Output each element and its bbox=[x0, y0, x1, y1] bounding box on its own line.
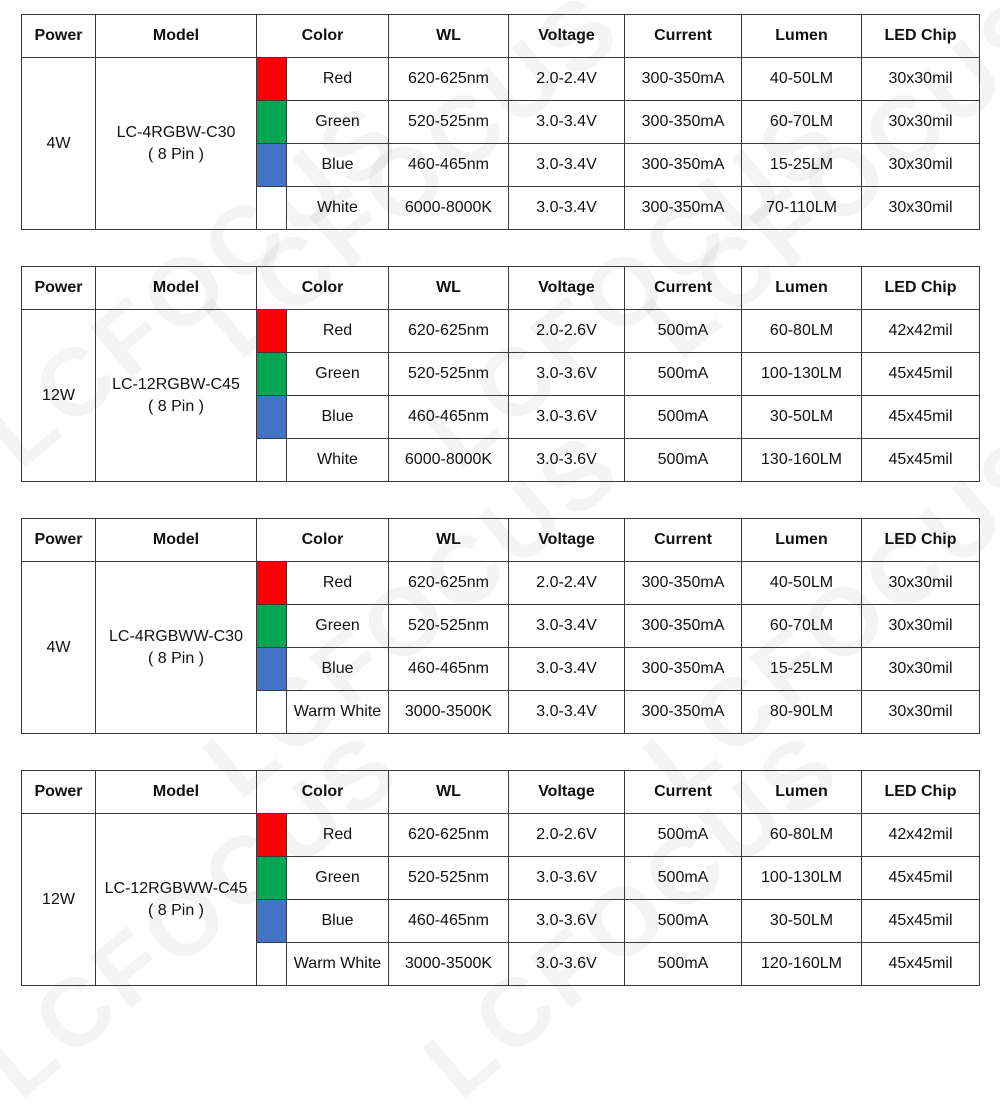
column-header: Model bbox=[96, 771, 257, 814]
model-cell bbox=[96, 58, 257, 230]
color-name-cell: White bbox=[287, 439, 389, 482]
column-header: Model bbox=[96, 267, 257, 310]
power-cell: 4W bbox=[22, 562, 96, 734]
model-pins: ( 8 Pin ) bbox=[147, 901, 204, 919]
led-chip-cell: 30x30mil bbox=[862, 605, 980, 648]
color-swatch bbox=[257, 605, 287, 648]
led-chip-cell: 30x30mil bbox=[862, 187, 980, 230]
lumen-cell: 60-70LM bbox=[742, 605, 862, 648]
led-chip-cell: 45x45mil bbox=[862, 857, 980, 900]
current-cell: 500mA bbox=[625, 943, 742, 986]
table-header-row bbox=[22, 771, 980, 814]
voltage-cell: 3.0-3.4V bbox=[509, 101, 625, 144]
wavelength-cell: 3000-3500K bbox=[389, 943, 509, 986]
lumen-cell: 40-50LM bbox=[742, 58, 862, 101]
voltage-cell: 3.0-3.4V bbox=[509, 144, 625, 187]
lumen-cell: 70-110LM bbox=[742, 187, 862, 230]
column-header: Color bbox=[257, 771, 389, 814]
voltage-cell: 3.0-3.4V bbox=[509, 648, 625, 691]
led-chip-cell: 45x45mil bbox=[862, 943, 980, 986]
wavelength-cell: 520-525nm bbox=[389, 605, 509, 648]
spec-table bbox=[21, 14, 980, 230]
model-cell bbox=[96, 310, 257, 482]
lumen-cell: 120-160LM bbox=[742, 943, 862, 986]
color-name-cell: White bbox=[287, 187, 389, 230]
column-header: Lumen bbox=[742, 771, 862, 814]
led-chip-cell: 30x30mil bbox=[862, 691, 980, 734]
voltage-cell: 3.0-3.6V bbox=[509, 396, 625, 439]
column-header: Model bbox=[96, 519, 257, 562]
current-cell: 500mA bbox=[625, 857, 742, 900]
color-swatch bbox=[257, 144, 287, 187]
led-chip-cell: 45x45mil bbox=[862, 396, 980, 439]
column-header: Color bbox=[257, 267, 389, 310]
wavelength-cell: 520-525nm bbox=[389, 101, 509, 144]
current-cell: 300-350mA bbox=[625, 691, 742, 734]
lumen-cell: 60-80LM bbox=[742, 310, 862, 353]
column-header: LED Chip bbox=[862, 267, 980, 310]
color-swatch bbox=[257, 58, 287, 101]
color-swatch bbox=[257, 101, 287, 144]
wavelength-cell: 460-465nm bbox=[389, 396, 509, 439]
lumen-cell: 15-25LM bbox=[742, 144, 862, 187]
voltage-cell: 3.0-3.4V bbox=[509, 691, 625, 734]
wavelength-cell: 620-625nm bbox=[389, 58, 509, 101]
column-header: Voltage bbox=[509, 267, 625, 310]
table-header-row bbox=[22, 519, 980, 562]
color-swatch bbox=[257, 648, 287, 691]
model-name: LC-4RGBWW-C30 bbox=[109, 627, 243, 645]
column-header: WL bbox=[389, 519, 509, 562]
column-header: Lumen bbox=[742, 267, 862, 310]
current-cell: 500mA bbox=[625, 353, 742, 396]
wavelength-cell: 620-625nm bbox=[389, 562, 509, 605]
current-cell: 500mA bbox=[625, 396, 742, 439]
voltage-cell: 2.0-2.6V bbox=[509, 310, 625, 353]
wavelength-cell: 620-625nm bbox=[389, 310, 509, 353]
wavelength-cell: 6000-8000K bbox=[389, 187, 509, 230]
current-cell: 300-350mA bbox=[625, 187, 742, 230]
table-header-row bbox=[22, 267, 980, 310]
column-header: WL bbox=[389, 15, 509, 58]
voltage-cell: 3.0-3.4V bbox=[509, 605, 625, 648]
model-name: LC-12RGBW-C45 bbox=[112, 375, 240, 393]
led-chip-cell: 45x45mil bbox=[862, 439, 980, 482]
column-header: Voltage bbox=[509, 771, 625, 814]
color-swatch bbox=[257, 310, 287, 353]
voltage-cell: 3.0-3.6V bbox=[509, 943, 625, 986]
wavelength-cell: 460-465nm bbox=[389, 648, 509, 691]
column-header: Voltage bbox=[509, 15, 625, 58]
color-swatch bbox=[257, 900, 287, 943]
color-name-cell: Warm White bbox=[287, 943, 389, 986]
column-header: WL bbox=[389, 267, 509, 310]
table-row bbox=[22, 310, 980, 353]
wavelength-cell: 3000-3500K bbox=[389, 691, 509, 734]
color-swatch bbox=[257, 562, 287, 605]
column-header: Lumen bbox=[742, 519, 862, 562]
column-header: Lumen bbox=[742, 15, 862, 58]
voltage-cell: 2.0-2.4V bbox=[509, 58, 625, 101]
voltage-cell: 3.0-3.4V bbox=[509, 187, 625, 230]
current-cell: 500mA bbox=[625, 900, 742, 943]
color-name-cell: Blue bbox=[287, 144, 389, 187]
color-swatch bbox=[257, 691, 287, 734]
power-cell: 4W bbox=[22, 58, 96, 230]
led-chip-cell: 45x45mil bbox=[862, 353, 980, 396]
column-header: LED Chip bbox=[862, 519, 980, 562]
table-row bbox=[22, 58, 980, 101]
color-name-cell: Red bbox=[287, 814, 389, 857]
wavelength-cell: 6000-8000K bbox=[389, 439, 509, 482]
color-name-cell: Red bbox=[287, 310, 389, 353]
spec-table bbox=[21, 266, 980, 482]
table-row bbox=[22, 562, 980, 605]
column-header: Power bbox=[22, 15, 96, 58]
model-name: LC-4RGBW-C30 bbox=[116, 123, 236, 141]
voltage-cell: 3.0-3.6V bbox=[509, 900, 625, 943]
voltage-cell: 2.0-2.6V bbox=[509, 814, 625, 857]
led-chip-cell: 42x42mil bbox=[862, 814, 980, 857]
current-cell: 300-350mA bbox=[625, 58, 742, 101]
voltage-cell: 2.0-2.4V bbox=[509, 562, 625, 605]
color-swatch bbox=[257, 814, 287, 857]
led-chip-cell: 45x45mil bbox=[862, 900, 980, 943]
table-header-row bbox=[22, 15, 980, 58]
current-cell: 500mA bbox=[625, 814, 742, 857]
wavelength-cell: 460-465nm bbox=[389, 900, 509, 943]
lumen-cell: 60-80LM bbox=[742, 814, 862, 857]
color-swatch bbox=[257, 857, 287, 900]
led-chip-cell: 42x42mil bbox=[862, 310, 980, 353]
column-header: LED Chip bbox=[862, 771, 980, 814]
color-swatch bbox=[257, 353, 287, 396]
model-name: LC-12RGBWW-C45 bbox=[104, 879, 248, 897]
color-swatch bbox=[257, 396, 287, 439]
color-swatch bbox=[257, 943, 287, 986]
model-pins: ( 8 Pin ) bbox=[147, 145, 204, 163]
column-header: Voltage bbox=[509, 519, 625, 562]
column-header: Current bbox=[625, 771, 742, 814]
lumen-cell: 30-50LM bbox=[742, 396, 862, 439]
power-cell: 12W bbox=[22, 310, 96, 482]
column-header: Power bbox=[22, 519, 96, 562]
color-swatch bbox=[257, 187, 287, 230]
model-cell bbox=[96, 562, 257, 734]
current-cell: 300-350mA bbox=[625, 605, 742, 648]
column-header: Color bbox=[257, 15, 389, 58]
lumen-cell: 130-160LM bbox=[742, 439, 862, 482]
current-cell: 300-350mA bbox=[625, 101, 742, 144]
lumen-cell: 15-25LM bbox=[742, 648, 862, 691]
color-name-cell: Green bbox=[287, 101, 389, 144]
color-name-cell: Green bbox=[287, 605, 389, 648]
voltage-cell: 3.0-3.6V bbox=[509, 353, 625, 396]
color-name-cell: Red bbox=[287, 562, 389, 605]
current-cell: 300-350mA bbox=[625, 562, 742, 605]
spec-table bbox=[21, 770, 980, 986]
column-header: Model bbox=[96, 15, 257, 58]
lumen-cell: 100-130LM bbox=[742, 857, 862, 900]
led-chip-cell: 30x30mil bbox=[862, 101, 980, 144]
column-header: Color bbox=[257, 519, 389, 562]
wavelength-cell: 520-525nm bbox=[389, 857, 509, 900]
column-header: Power bbox=[22, 771, 96, 814]
led-chip-cell: 30x30mil bbox=[862, 648, 980, 691]
column-header: Power bbox=[22, 267, 96, 310]
color-name-cell: Warm White bbox=[287, 691, 389, 734]
wavelength-cell: 460-465nm bbox=[389, 144, 509, 187]
lumen-cell: 30-50LM bbox=[742, 900, 862, 943]
lumen-cell: 100-130LM bbox=[742, 353, 862, 396]
lumen-cell: 40-50LM bbox=[742, 562, 862, 605]
current-cell: 300-350mA bbox=[625, 144, 742, 187]
model-pins: ( 8 Pin ) bbox=[147, 649, 204, 667]
color-name-cell: Green bbox=[287, 857, 389, 900]
wavelength-cell: 520-525nm bbox=[389, 353, 509, 396]
lumen-cell: 60-70LM bbox=[742, 101, 862, 144]
current-cell: 300-350mA bbox=[625, 648, 742, 691]
led-chip-cell: 30x30mil bbox=[862, 562, 980, 605]
color-name-cell: Red bbox=[287, 58, 389, 101]
spec-table bbox=[21, 518, 980, 734]
column-header: LED Chip bbox=[862, 15, 980, 58]
voltage-cell: 3.0-3.6V bbox=[509, 857, 625, 900]
model-cell bbox=[96, 814, 257, 986]
color-swatch bbox=[257, 439, 287, 482]
color-name-cell: Green bbox=[287, 353, 389, 396]
power-cell: 12W bbox=[22, 814, 96, 986]
model-pins: ( 8 Pin ) bbox=[147, 397, 204, 415]
column-header: Current bbox=[625, 519, 742, 562]
color-name-cell: Blue bbox=[287, 396, 389, 439]
led-chip-cell: 30x30mil bbox=[862, 144, 980, 187]
column-header: Current bbox=[625, 267, 742, 310]
column-header: WL bbox=[389, 771, 509, 814]
voltage-cell: 3.0-3.6V bbox=[509, 439, 625, 482]
color-name-cell: Blue bbox=[287, 900, 389, 943]
current-cell: 500mA bbox=[625, 439, 742, 482]
wavelength-cell: 620-625nm bbox=[389, 814, 509, 857]
led-chip-cell: 30x30mil bbox=[862, 58, 980, 101]
current-cell: 500mA bbox=[625, 310, 742, 353]
column-header: Current bbox=[625, 15, 742, 58]
color-name-cell: Blue bbox=[287, 648, 389, 691]
lumen-cell: 80-90LM bbox=[742, 691, 862, 734]
table-row bbox=[22, 814, 980, 857]
